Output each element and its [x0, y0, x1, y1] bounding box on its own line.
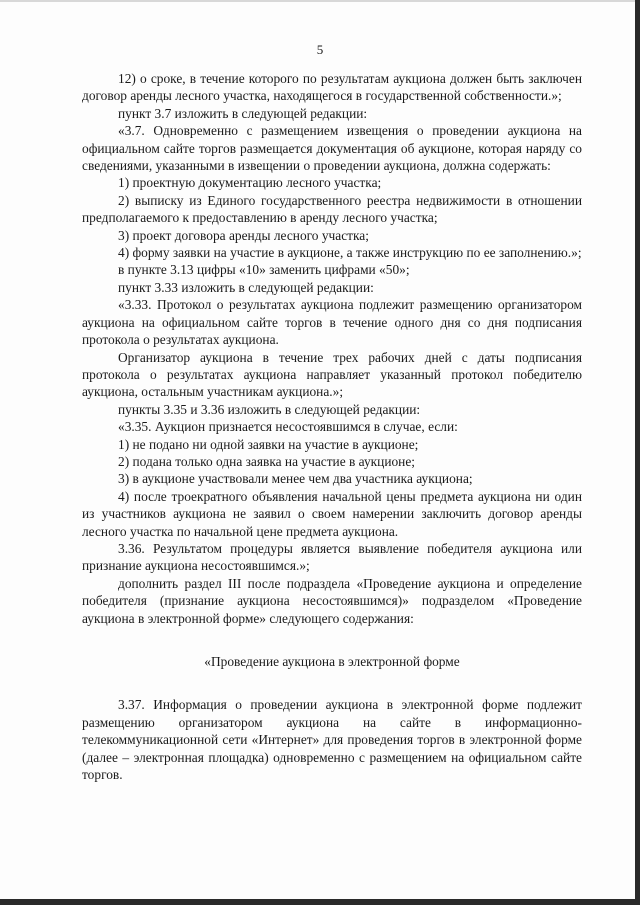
paragraph: «3.35. Аукцион признается несостоявшимся в случае, если:: [118, 419, 458, 435]
scan-right-edge: [635, 0, 640, 905]
paragraph: пункт 3.33 изложить в следующей редакции:: [118, 279, 374, 295]
scan-bottom-edge: [0, 899, 640, 905]
paragraph: 3.36. Результатом процедуры является выявление победителя аукциона или признание аукциона несостоявшимся.»;: [82, 540, 582, 574]
section-heading: «Проведение аукциона в электронной форме: [204, 654, 460, 669]
document-body: [82, 70, 582, 783]
paragraph: 3.37. Информация о проведении аукциона в электронной форме подлежит размещению организатором аукциона на сайте в информационно-телекоммуникационной сети «Интернет» для проведения торгов в электронной форме (далее – электронная площадка) одновременно с размещением на официальном сайте торгов.: [82, 697, 582, 783]
paragraph: «3.7. Одновременно с размещением извещения о проведении аукциона на официальном сайте торгов размещается документация об аукционе, которая наряду со сведениями, указанными в извещении о проведении аукциона, должна содержать:: [82, 123, 582, 174]
paragraph: 12) о сроке, в течение которого по результатам аукциона должен быть заключен договор аренды лесного участка, находящегося в государственной собственности.»;: [82, 71, 582, 104]
paragraph: «3.33. Протокол о результатах аукциона подлежит размещению организатором аукциона на официальном сайте торгов в течение одного дня со дня подписания протокола о результатах аукциона.: [82, 297, 582, 348]
list-item: 4) после троекратного объявления начальной цены предмета аукциона ни один из участников аукциона не заявил о своем намерении заключить договор аренды лесного участка по начальной цене предмета аукциона.: [82, 488, 582, 539]
paragraph: пункты 3.35 и 3.36 изложить в следующей редакции:: [118, 401, 421, 417]
paragraph: дополнить раздел III после подраздела «Проведение аукциона и определение победителя (признание аукциона несостоявшимся)» подразделом «Проведение аукциона в электронной форме» следующего содержания:: [82, 575, 582, 626]
list-item: 4) форму заявки на участие в аукционе, а также инструкцию по ее заполнению.»;: [118, 245, 582, 261]
paragraph: пункт 3.7 изложить в следующей редакции:: [118, 105, 368, 121]
list-item: 3) проект договора аренды лесного участка;: [118, 227, 369, 243]
list-item: 3) в аукционе участвовали менее чем два участника аукциона;: [118, 471, 473, 487]
list-item: 1) не подано ни одной заявки на участие в аукционе;: [118, 436, 419, 452]
paragraph: в пункте 3.13 цифры «10» заменить цифрами «50»;: [118, 262, 410, 278]
list-item: 2) выписку из Единого государственного реестра недвижимости в отношении предполагаемого к предоставлению в аренду лесного участка;: [82, 192, 582, 226]
list-item: 2) подана только одна заявка на участие в аукционе;: [118, 453, 416, 469]
page-number: 5: [316, 42, 324, 57]
paragraph: Организатор аукциона в течение трех рабочих дней с даты подписания протокола о результатах аукциона направляет указанный протокол победителю аукциона, остальным участникам аукциона.»;: [82, 349, 582, 400]
list-item: 1) проектную документацию лесного участка;: [118, 175, 382, 191]
scan-top-edge: [0, 0, 640, 2]
